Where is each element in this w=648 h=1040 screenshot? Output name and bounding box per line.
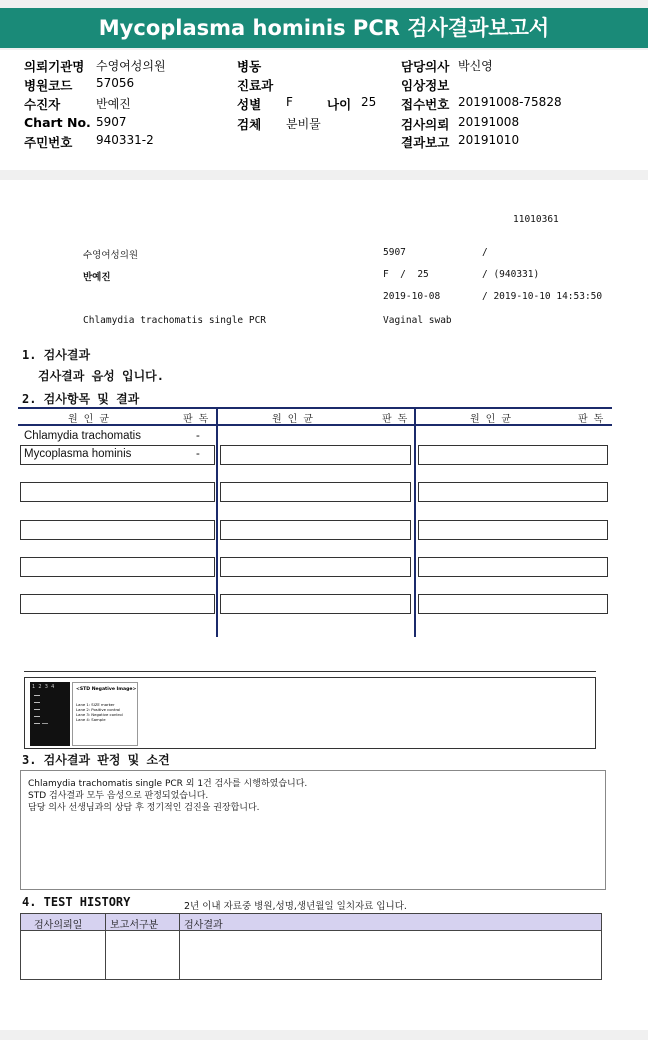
result-cell bbox=[20, 520, 215, 540]
requester-value: 수영여성의원 bbox=[96, 59, 166, 73]
gel-top-rule bbox=[24, 671, 596, 672]
requester-label: 의뢰기관명 bbox=[24, 59, 85, 74]
table-divider-2 bbox=[414, 408, 416, 637]
history-note: 2년 이내 자료중 병원,성명,생년월일 일치자료 입니다. bbox=[184, 901, 407, 912]
section2-heading: 2. 검사항목 및 결과 bbox=[22, 392, 140, 406]
report-chart: 5907 bbox=[383, 247, 406, 258]
clinical-info-label: 임상정보 bbox=[401, 78, 450, 93]
report-date-label: 결과보고 bbox=[401, 135, 450, 150]
hospital-code-label: 병원코드 bbox=[24, 78, 73, 93]
result-cell bbox=[20, 557, 215, 577]
result-row-value-1: - bbox=[196, 430, 200, 442]
col-header-name-1: 원 인 균 bbox=[68, 414, 110, 425]
report-page bbox=[0, 180, 648, 1030]
table-divider-1 bbox=[216, 408, 218, 637]
report-clinic: 수영여성의원 bbox=[83, 250, 139, 261]
result-cell bbox=[220, 445, 411, 465]
result-cell bbox=[418, 594, 608, 614]
result-cell bbox=[418, 557, 608, 577]
report-date-value: 20191010 bbox=[458, 133, 520, 147]
col-header-name-2: 원 인 균 bbox=[272, 414, 314, 425]
col-header-result-1: 판 독 bbox=[183, 414, 209, 425]
doctor-label: 담당의사 bbox=[401, 59, 450, 74]
gel-legend-title: <STD Negative Image> bbox=[76, 687, 137, 692]
resident-no-label: 주민번호 bbox=[24, 135, 73, 150]
opinion-line-3: 담당 의사 선생님과의 상담 후 정기적인 검진을 권장합니다. bbox=[28, 803, 260, 813]
gel-legend-lane1: Lane 1: SIZE marker bbox=[76, 702, 115, 707]
result-cell bbox=[220, 557, 411, 577]
gel-legend-box bbox=[72, 682, 138, 746]
specimen-label: 검체 bbox=[237, 117, 262, 132]
chart-no-label: Chart No. bbox=[24, 115, 91, 130]
history-col-divider-1 bbox=[105, 913, 106, 980]
result-cell bbox=[220, 594, 411, 614]
result-row-name-1: Chlamydia trachomatis bbox=[24, 430, 141, 442]
report-test-name: Chlamydia trachomatis single PCR bbox=[83, 315, 267, 326]
gel-legend-lane2: Lane 2: Positive control bbox=[76, 707, 121, 712]
sex-value: F bbox=[286, 95, 293, 109]
section1-text: 검사결과 음성 입니다. bbox=[38, 369, 165, 383]
result-cell bbox=[418, 445, 608, 465]
sex-label: 성별 bbox=[237, 97, 262, 112]
patient-value: 반예진 bbox=[96, 97, 131, 111]
gel-image bbox=[30, 682, 70, 746]
section3-heading: 3. 검사결과 판정 및 소견 bbox=[22, 753, 170, 767]
opinion-line-2: STD 검사결과 모두 음성으로 판정되었습니다. bbox=[28, 791, 209, 801]
receipt-no-label: 접수번호 bbox=[401, 97, 450, 112]
report-slash: / bbox=[482, 247, 488, 258]
report-patient: 반예진 bbox=[83, 272, 111, 283]
opinion-line-1: Chlamydia trachomatis single PCR 외 1건 검사를 시행하였습니다. bbox=[28, 779, 308, 789]
report-specimen: Vaginal swab bbox=[383, 315, 452, 326]
report-birth: / (940331) bbox=[482, 269, 540, 280]
resident-no-value: 940331-2 bbox=[96, 133, 154, 147]
result-cell bbox=[220, 482, 411, 502]
report-date1: 2019-10-08 bbox=[383, 291, 441, 302]
report-code: 11010361 bbox=[513, 214, 559, 225]
specimen-value: 분비물 bbox=[286, 117, 321, 131]
section4-heading: 4. TEST HISTORY bbox=[22, 895, 131, 909]
report-title: Mycoplasma hominis PCR 검사결과보고서 bbox=[0, 8, 648, 48]
history-col-divider-2 bbox=[179, 913, 180, 980]
result-cell bbox=[20, 482, 215, 502]
col-header-result-2: 판 독 bbox=[382, 414, 408, 425]
receipt-no-value: 20191008-75828 bbox=[458, 95, 562, 109]
col-header-name-3: 원 인 균 bbox=[470, 414, 512, 425]
doctor-value: 박신영 bbox=[458, 59, 493, 73]
history-table-header bbox=[20, 913, 602, 931]
result-cell bbox=[418, 520, 608, 540]
age-label: 나이 bbox=[327, 97, 352, 112]
result-cell bbox=[20, 594, 215, 614]
result-cell bbox=[418, 482, 608, 502]
result-row-name-2: Mycoplasma hominis bbox=[24, 448, 132, 460]
table-top-rule bbox=[18, 407, 612, 409]
request-date-value: 20191008 bbox=[458, 115, 520, 129]
request-date-label: 검사의뢰 bbox=[401, 117, 450, 132]
chart-no-value: 5907 bbox=[96, 115, 127, 129]
result-cell bbox=[220, 520, 411, 540]
gel-lane-numbers: 1 2 3 4 bbox=[32, 684, 55, 690]
gel-legend-lane4: Lane 4: Sample bbox=[76, 717, 106, 722]
report-sex-age: F / 25 bbox=[383, 269, 429, 280]
section1-heading: 1. 검사결과 bbox=[22, 348, 91, 362]
report-date2: / 2019-10-10 14:53:50 bbox=[482, 291, 603, 302]
history-col-result: 검사결과 bbox=[184, 920, 223, 931]
ward-label: 병동 bbox=[237, 59, 262, 74]
gel-legend-lane3: Lane 3: Negative control bbox=[76, 712, 123, 717]
col-header-result-3: 판 독 bbox=[578, 414, 604, 425]
result-row-value-2: - bbox=[196, 448, 200, 460]
history-col-report-type: 보고서구분 bbox=[110, 920, 159, 931]
hospital-code-value: 57056 bbox=[96, 76, 135, 90]
history-col-request-date: 검사의뢰일 bbox=[34, 920, 83, 931]
age-value: 25 bbox=[361, 95, 377, 109]
patient-info-header bbox=[0, 50, 648, 170]
department-label: 진료과 bbox=[237, 78, 274, 93]
patient-label: 수진자 bbox=[24, 97, 61, 112]
